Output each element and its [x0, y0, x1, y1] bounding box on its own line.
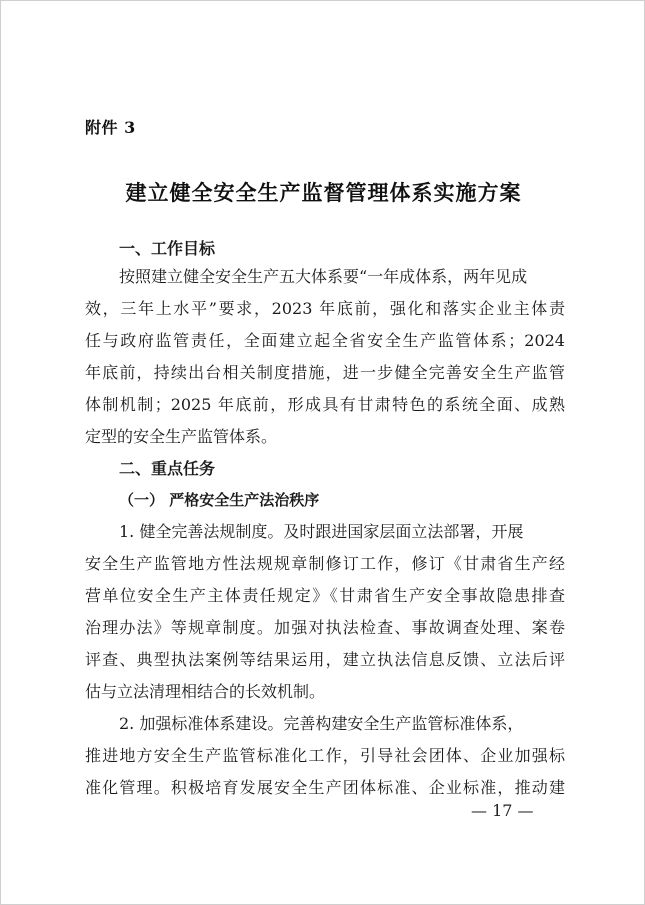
- paragraph-line: 按照建立健全安全生产五大体系要“一年成体系，两年见成: [119, 267, 528, 286]
- page-number: — 17 —: [471, 801, 534, 820]
- paragraph-line: 营单位安全生产主体责任规定》《甘肃省生产安全事故隐患排查: [85, 586, 565, 605]
- paragraph-line: 估与立法清理相结合的长效机制。: [85, 682, 326, 701]
- paragraph-line: 定型的安全生产监管体系。: [85, 427, 278, 446]
- paragraph-line: 安全生产监管地方性法规规章制修订工作，修订《甘肃省生产经: [85, 554, 565, 573]
- section-heading-tasks: 二、重点任务: [119, 459, 216, 478]
- paragraph-line: 准化管理。积极培育发展安全生产团体标准、企业标准，推动建: [85, 778, 565, 797]
- subsection-heading: （一） 严格安全生产法治秩序: [119, 491, 320, 509]
- paragraph-line: 效，三年上水平”要求，2023 年底前，强化和落实企业主体责: [85, 299, 565, 318]
- paragraph-line: 2. 加强标准体系建设。完善构建安全生产监管标准体系，: [119, 714, 524, 733]
- paragraph-line: 年底前，持续出台相关制度措施，进一步健全完善安全生产监管: [85, 363, 565, 382]
- paragraph-line: 评查、典型执法案例等结果运用，建立执法信息反馈、立法后评: [85, 650, 565, 669]
- document-title: 建立健全安全生产监督管理体系实施方案: [125, 181, 522, 205]
- paragraph-line: 体制机制；2025 年底前，形成具有甘肃特色的系统全面、成熟: [85, 395, 565, 414]
- paragraph-line: 任与政府监管责任，全面建立起全省安全生产监管体系；2024: [85, 331, 565, 350]
- paragraph-line: 治理办法》等规章制度。加强对执法检查、事故调查处理、案卷: [85, 618, 565, 637]
- section-heading-goals: 一、工作目标: [119, 239, 216, 258]
- paragraph-line: 推进地方安全生产监管标准化工作，引导社会团体、企业加强标: [85, 746, 565, 765]
- paragraph-line: 1. 健全完善法规制度。及时跟进国家层面立法部署，开展: [119, 522, 524, 541]
- attachment-label: 附件 3: [85, 118, 136, 137]
